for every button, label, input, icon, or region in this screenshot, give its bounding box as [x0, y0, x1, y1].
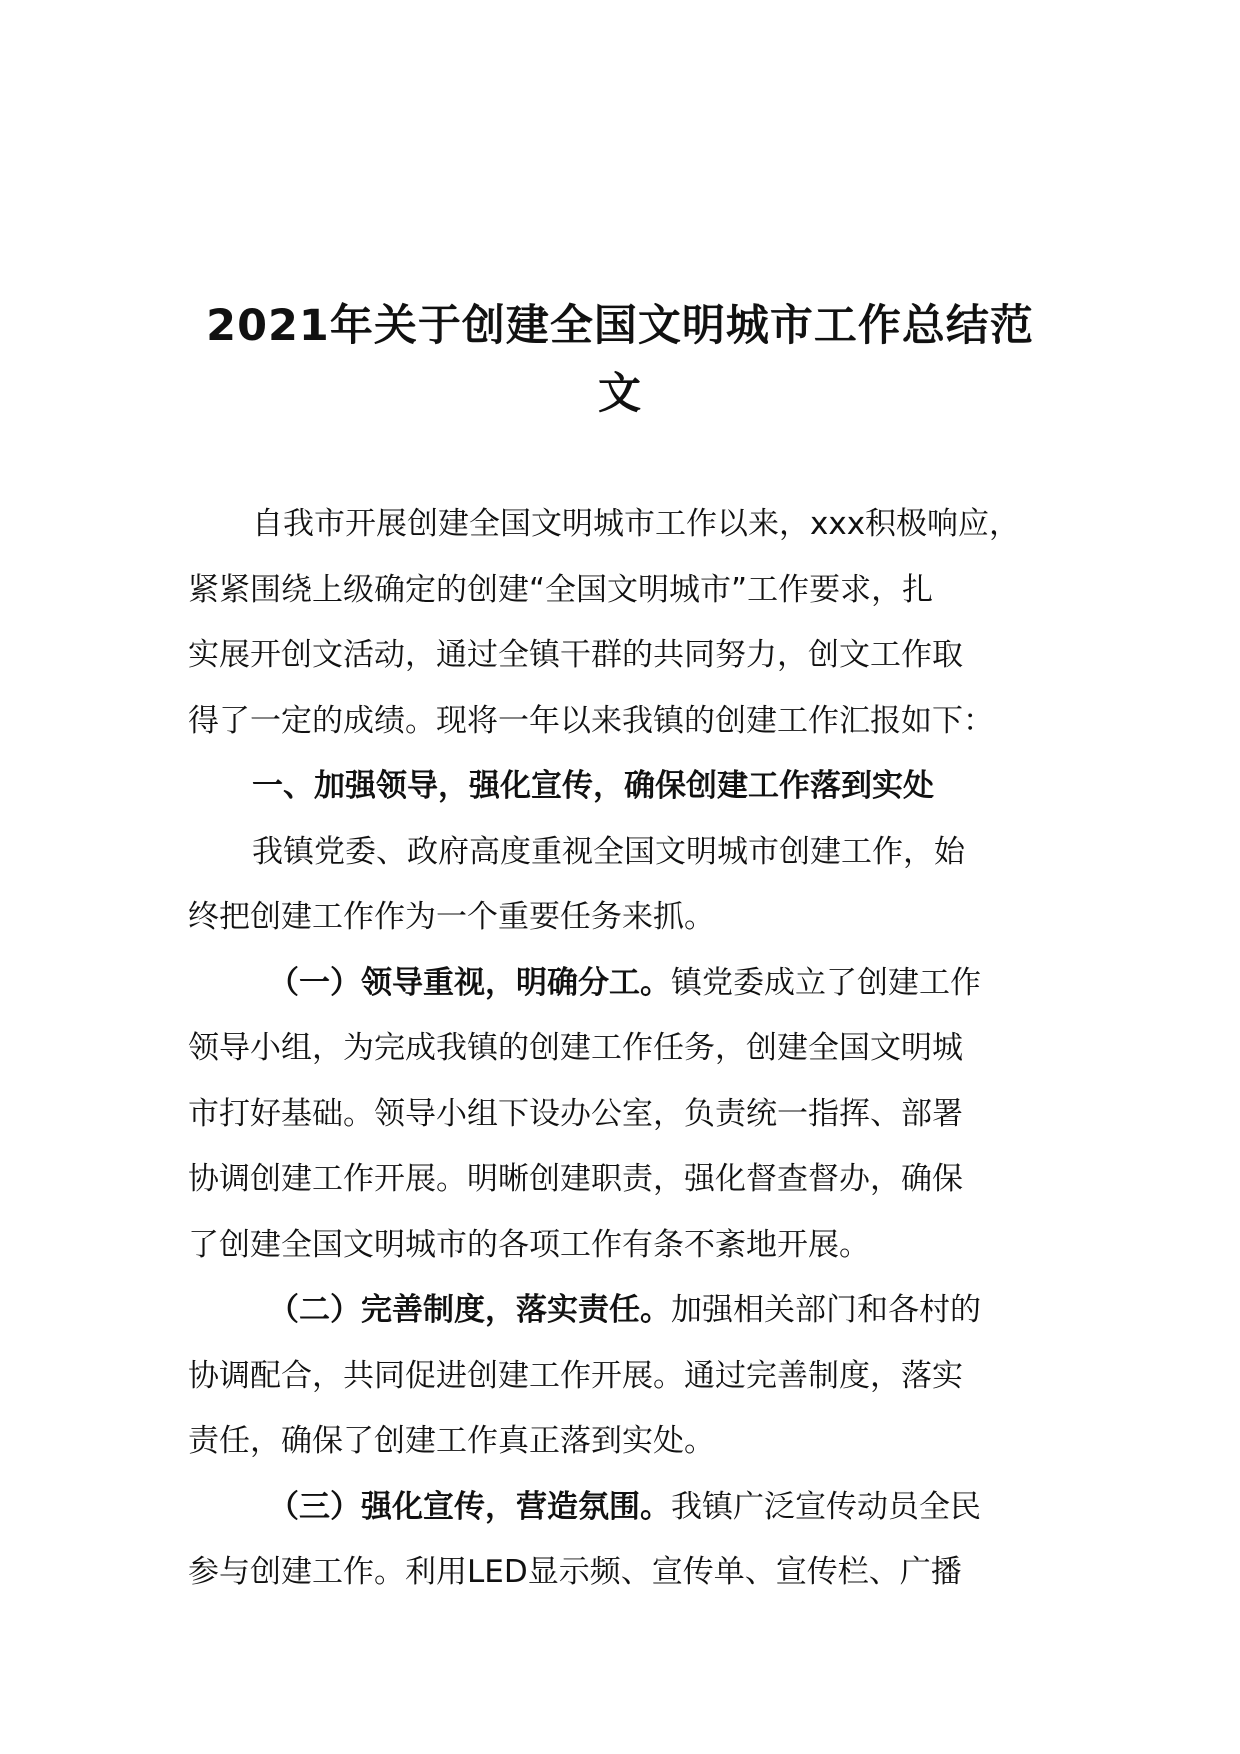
- paragraph-line: 责任，确保了创建工作真正落到实处。: [188, 1423, 715, 1459]
- paragraph-line: 了创建全国文明城市的各项工作有条不紊地开展。: [188, 1226, 870, 1263]
- subheading: （一）领导重视，明确分工。: [268, 964, 671, 1001]
- paragraph-line: [188, 951, 1088, 1017]
- paragraph-line: 得了一定的成绩。现将一年以来我镇的创建工作汇报如下：: [188, 702, 994, 739]
- title-line-1: 2021年关于创建全国文明城市工作总结范: [206, 301, 1034, 351]
- title-line-2: 文: [598, 369, 642, 419]
- paragraph-line: 实展开创文活动，通过全镇干群的共同努力，创文工作取: [188, 637, 963, 673]
- paragraph-line: 市打好基础。领导小组下设办公室，负责统一指挥、部署: [188, 1095, 963, 1132]
- paragraph-line: 参与创建工作。利用LED显示频、宣传单、宣传栏、广播: [188, 1554, 962, 1590]
- paragraph-line: 协调配合，共同促进创建工作开展。通过完善制度，落实: [188, 1357, 963, 1394]
- paragraph-text: 加强相关部门和各村的: [671, 1292, 981, 1328]
- section-heading: 一、加强领导，强化宣传，确保创建工作落到实处: [252, 768, 934, 804]
- paragraph-text: 我镇广泛宣传动员全民: [671, 1488, 981, 1525]
- paragraph-line: 紧紧围绕上级确定的创建“全国文明城市”工作要求，扎: [188, 571, 934, 608]
- document-body: [188, 492, 1088, 1606]
- paragraph-text: 镇党委成立了创建工作: [671, 964, 981, 1001]
- paragraph-line: 终把创建工作作为一个重要任务来抓。: [188, 899, 715, 935]
- paragraph-line: 我镇党委、政府高度重视全国文明城市创建工作，始: [252, 833, 965, 870]
- paragraph-line: 自我市开展创建全国文明城市工作以来，xxx积极响应，: [252, 506, 1021, 542]
- paragraph-line: 协调创建工作开展。明晰创建职责，强化督查督办，确保: [188, 1161, 963, 1197]
- paragraph-line: 领导小组，为完成我镇的创建工作任务，创建全国文明城: [188, 1030, 963, 1066]
- paragraph-line: [188, 1475, 1088, 1541]
- subheading: （三）强化宣传，营造氛围。: [268, 1488, 671, 1525]
- document-title: [150, 292, 1090, 428]
- subheading: （二）完善制度，落实责任。: [268, 1292, 671, 1328]
- paragraph-line: [188, 1278, 1088, 1344]
